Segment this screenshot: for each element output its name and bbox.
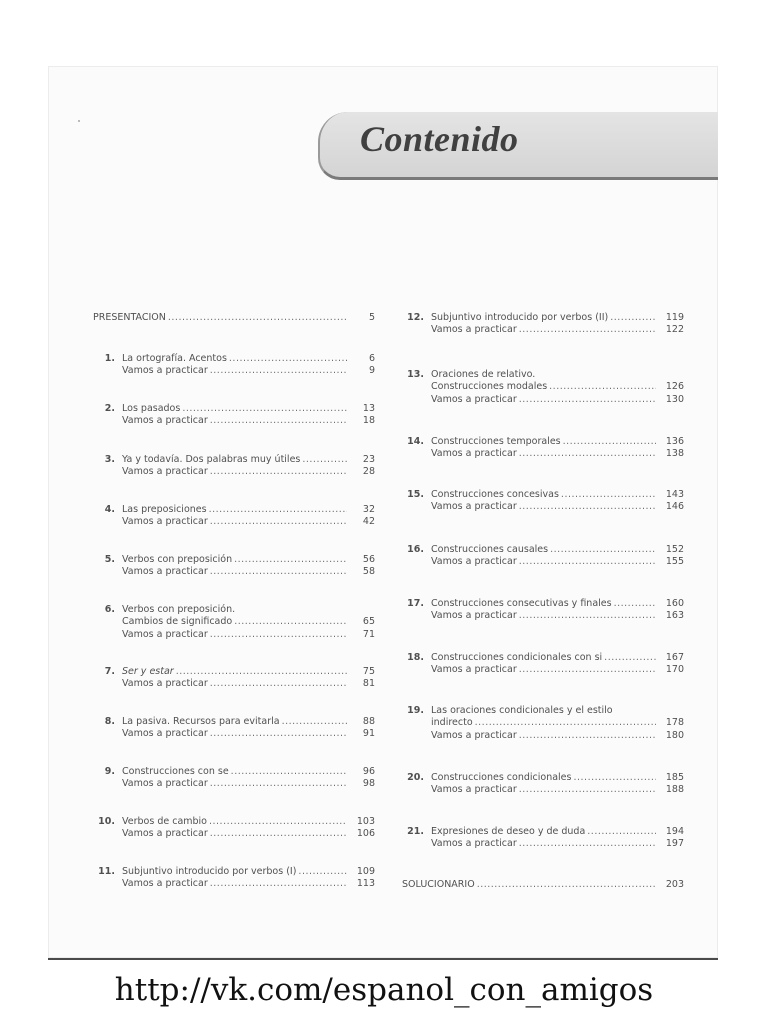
toc-entry [402, 652, 684, 677]
chapter-number: 9. [104, 766, 115, 777]
toc-line[interactable] [93, 365, 375, 377]
dot-leader [563, 436, 656, 448]
toc-line[interactable] [402, 717, 684, 729]
toc-entry-title: Construcciones condicionales [431, 772, 572, 783]
dot-leader [519, 501, 656, 513]
dot-leader [519, 394, 656, 406]
dot-leader [519, 324, 656, 336]
page-number: 65 [362, 616, 375, 628]
toc-entry [402, 544, 684, 569]
toc-entry-title: Construcciones causales [431, 544, 549, 555]
page-number: 13 [362, 403, 375, 414]
toc-entry-title: Construcciones modales [431, 381, 548, 393]
page-number: 188 [665, 784, 684, 796]
toc-line[interactable] [93, 504, 375, 516]
footer-url[interactable]: http://vk.com/espanol_con_amigos [114, 972, 654, 1008]
toc-line[interactable] [93, 554, 375, 566]
toc-entry-title: Vamos a practicar [122, 728, 208, 740]
dot-leader [210, 629, 347, 641]
page-number: 180 [665, 729, 684, 741]
toc-entry-title: Las oraciones condicionales y el estilo [431, 705, 613, 716]
toc-line[interactable] [402, 705, 684, 717]
chapter-number: 20. [407, 772, 424, 783]
toc-entry-title: Verbos con preposición. [122, 604, 236, 615]
dot-leader [210, 778, 347, 790]
page-number: 23 [362, 454, 375, 465]
page-number: 163 [665, 610, 684, 622]
chapter-number: 15. [407, 489, 424, 500]
page-number: 119 [665, 312, 684, 323]
page-number: 138 [665, 448, 684, 460]
page-number: 160 [665, 598, 684, 609]
dot-leader [210, 878, 347, 890]
chapter-number: 18. [407, 652, 424, 663]
toc-line[interactable] [402, 826, 684, 838]
page-number: 81 [362, 678, 375, 690]
toc-line[interactable] [93, 816, 375, 828]
dot-leader [519, 448, 656, 460]
toc-entry [93, 766, 375, 791]
toc-entry-title: Subjuntivo introducido por verbos (I) [122, 866, 297, 877]
chapter-number: 21. [407, 826, 424, 837]
chapter-number: 13. [407, 369, 424, 380]
dot-leader [549, 381, 656, 393]
toc-line[interactable] [93, 666, 375, 678]
toc-entry-title: Vamos a practicar [122, 678, 208, 690]
toc-entry-title: Subjuntivo introducido por verbos (II) [431, 312, 609, 323]
toc-entry [93, 454, 375, 479]
toc-line[interactable] [402, 436, 684, 448]
page-number: 197 [665, 838, 684, 850]
chapter-number: 7. [104, 666, 115, 677]
dot-leader [209, 816, 347, 828]
toc-entry-title: Vamos a practicar [431, 784, 517, 796]
toc-entry-title: Verbos de cambio [122, 816, 207, 827]
dot-leader [519, 610, 656, 622]
toc-entry [402, 489, 684, 514]
toc-entry-title: Construcciones con se [122, 766, 229, 777]
toc-entry-title: Vamos a practicar [122, 878, 208, 890]
toc-entry-title: Vamos a practicar [122, 566, 208, 578]
toc-line[interactable] [402, 652, 684, 664]
toc-line[interactable] [93, 778, 375, 790]
page-number: 130 [665, 393, 684, 405]
dot-leader [587, 826, 656, 838]
page-number: 113 [356, 878, 375, 890]
toc-line[interactable] [93, 415, 375, 427]
toc-line[interactable] [93, 466, 375, 478]
toc-entry-title: Expresiones de deseo y de duda [431, 826, 586, 837]
page-number: 155 [665, 556, 684, 568]
toc-line[interactable] [93, 616, 375, 628]
chapter-number: 12. [407, 312, 424, 323]
toc-entry-title: SOLUCIONARIO [402, 879, 475, 890]
chapter-number: 19. [407, 705, 424, 716]
dot-leader [298, 866, 347, 878]
toc-line[interactable] [402, 489, 684, 501]
toc-line[interactable] [93, 566, 375, 578]
toc-entry-title: Vamos a practicar [431, 393, 517, 405]
dot-leader [302, 454, 347, 466]
page-number: 98 [362, 778, 375, 790]
toc-entry-title: Vamos a practicar [122, 415, 208, 427]
dot-leader [610, 312, 656, 324]
toc-entry [402, 826, 684, 851]
toc-entry-title: Vamos a practicar [431, 556, 517, 568]
toc-line[interactable] [93, 866, 375, 878]
toc-entry [93, 716, 375, 741]
toc-entry-title: Vamos a practicar [122, 365, 208, 377]
toc-entry-title: Oraciones de relativo. [431, 369, 536, 380]
dot-leader [182, 403, 347, 415]
scan-speck [78, 120, 80, 122]
toc-line[interactable] [93, 604, 375, 616]
dot-leader [168, 312, 347, 324]
dot-leader [561, 489, 656, 501]
toc-entry-title: Vamos a practicar [431, 729, 517, 741]
chapter-number: 17. [407, 598, 424, 609]
toc-entry [93, 866, 375, 891]
toc-line[interactable] [402, 544, 684, 556]
page-number: 58 [362, 566, 375, 578]
toc-entry [93, 312, 375, 324]
toc-line[interactable] [93, 629, 375, 641]
toc-entry-title: Vamos a practicar [122, 466, 208, 478]
toc-entry-title: Ya y todavía. Dos palabras muy útiles [122, 454, 301, 465]
toc-line[interactable] [93, 828, 375, 840]
page-number: 109 [356, 866, 375, 877]
toc-line[interactable] [402, 772, 684, 784]
page-number: 126 [665, 381, 684, 393]
page-number: 167 [665, 652, 684, 663]
toc-line[interactable] [402, 501, 684, 513]
toc-entry-title: Vamos a practicar [431, 664, 517, 676]
toc-entry [93, 403, 375, 428]
chapter-number: 11. [98, 866, 115, 877]
page-number: 32 [362, 504, 375, 515]
toc-entry-title: La ortografía. Acentos [122, 353, 227, 364]
dot-leader [519, 664, 656, 676]
dot-leader [209, 504, 347, 516]
page-number: 146 [665, 501, 684, 513]
toc-line[interactable] [402, 598, 684, 610]
chapter-number: 6. [104, 604, 115, 615]
toc-line[interactable] [402, 730, 684, 742]
dot-leader [210, 516, 347, 528]
toc-entry-title: indirecto [431, 717, 473, 729]
toc-entry-title: Vamos a practicar [431, 324, 517, 336]
dot-leader [210, 728, 347, 740]
dot-leader [210, 415, 347, 427]
toc-line[interactable] [402, 556, 684, 568]
toc-line[interactable] [402, 448, 684, 460]
toc-entry-title: Cambios de significado [122, 616, 233, 628]
toc-line[interactable] [402, 381, 684, 393]
chapter-number: 4. [104, 504, 115, 515]
chapter-number: 3. [104, 454, 115, 465]
toc-entry [402, 772, 684, 797]
toc-line[interactable] [93, 728, 375, 740]
page-number: 122 [665, 324, 684, 336]
toc-line[interactable] [93, 716, 375, 728]
page-number: 91 [362, 728, 375, 740]
toc-entry-title: Vamos a practicar [431, 838, 517, 850]
toc-entry [93, 504, 375, 529]
page-number: 28 [362, 466, 375, 478]
dot-leader [210, 828, 347, 840]
dot-leader [210, 365, 347, 377]
toc-entry [402, 705, 684, 742]
page-number: 203 [665, 879, 684, 890]
page-title: Contenido [360, 119, 519, 159]
page-number: 152 [665, 544, 684, 555]
toc-entry [93, 353, 375, 378]
toc-line[interactable] [93, 678, 375, 690]
page-number: 6 [368, 353, 375, 364]
chapter-number: 16. [407, 544, 424, 555]
toc-entry-title: Construcciones consecutivas y finales [431, 598, 612, 609]
dot-leader [477, 879, 656, 891]
chapter-number: 14. [407, 436, 424, 447]
toc-entry [402, 598, 684, 623]
dot-leader [550, 544, 656, 556]
toc-line[interactable] [93, 766, 375, 778]
dot-leader [231, 766, 347, 778]
toc-entry-title: Vamos a practicar [122, 516, 208, 528]
dot-leader [519, 838, 656, 850]
chapter-number: 2. [104, 403, 115, 414]
toc-entry [402, 436, 684, 461]
page-number: 143 [665, 489, 684, 500]
dot-leader [519, 784, 656, 796]
dot-leader [519, 730, 656, 742]
toc-entry-title: Vamos a practicar [122, 628, 208, 640]
toc-entry-title: Construcciones concesivas [431, 489, 559, 500]
toc-entry [402, 879, 684, 891]
toc-line[interactable] [93, 353, 375, 365]
toc-entry-title: Ser y estar [122, 666, 174, 677]
toc-entry-title: Construcciones temporales [431, 436, 561, 447]
page-number: 9 [368, 365, 375, 377]
page-number: 88 [362, 716, 375, 727]
toc-entry-title: Construcciones condicionales con si [431, 652, 603, 663]
dot-leader [282, 716, 347, 728]
dot-leader [234, 554, 347, 566]
dot-leader [210, 466, 347, 478]
toc-line[interactable] [402, 369, 684, 381]
dot-leader [176, 666, 347, 678]
dot-leader [519, 556, 656, 568]
toc-line[interactable] [402, 879, 684, 891]
page-number: 194 [665, 826, 684, 837]
toc-line[interactable] [93, 454, 375, 466]
page-number: 56 [362, 554, 375, 565]
toc-entry-title: Los pasados [122, 403, 181, 414]
toc-entry-title: PRESENTACION [93, 312, 166, 323]
page-number: 178 [665, 717, 684, 729]
page-number: 136 [665, 436, 684, 447]
toc-entry-title: Las preposiciones [122, 504, 207, 515]
dot-leader [614, 598, 656, 610]
toc-entry-title: Vamos a practicar [431, 501, 517, 513]
dot-leader [210, 678, 347, 690]
toc-entry [402, 369, 684, 406]
contents-banner [318, 112, 718, 180]
toc-entry-title: Vamos a practicar [122, 828, 208, 840]
toc-line[interactable] [93, 312, 375, 324]
toc-line[interactable] [402, 838, 684, 850]
dot-leader [604, 652, 656, 664]
dot-leader [573, 772, 656, 784]
toc-line[interactable] [402, 324, 684, 336]
toc-entry-title: Vamos a practicar [122, 778, 208, 790]
toc-line[interactable] [93, 878, 375, 890]
toc-line[interactable] [402, 610, 684, 622]
page-number: 42 [362, 516, 375, 528]
toc-line[interactable] [402, 394, 684, 406]
page-number: 170 [665, 664, 684, 676]
toc-line[interactable] [402, 312, 684, 324]
toc-entry-title: Vamos a practicar [431, 610, 517, 622]
toc-entry [402, 312, 684, 337]
toc-entry [93, 666, 375, 691]
chapter-number: 5. [104, 554, 115, 565]
toc-entry [93, 554, 375, 579]
page-number: 18 [362, 415, 375, 427]
dot-leader [229, 353, 347, 365]
page-number: 75 [362, 666, 375, 677]
toc-entry-title: Verbos con preposición [122, 554, 233, 565]
dot-leader [210, 566, 347, 578]
chapter-number: 1. [104, 353, 115, 364]
page-number: 106 [356, 828, 375, 840]
dot-leader [234, 616, 347, 628]
page-number: 96 [362, 766, 375, 777]
page-number: 71 [362, 628, 375, 640]
toc-entry [93, 816, 375, 841]
toc-line[interactable] [93, 516, 375, 528]
page-number: 103 [356, 816, 375, 827]
toc-line[interactable] [402, 784, 684, 796]
toc-line[interactable] [402, 664, 684, 676]
page-number: 5 [368, 312, 375, 323]
toc-entry-title: Vamos a practicar [431, 448, 517, 460]
chapter-number: 8. [104, 716, 115, 727]
dot-leader [475, 717, 656, 729]
toc-entry [93, 604, 375, 641]
page-number: 185 [665, 772, 684, 783]
toc-entry-title: La pasiva. Recursos para evitarla [122, 716, 280, 727]
toc-line[interactable] [93, 403, 375, 415]
chapter-number: 10. [98, 816, 115, 827]
